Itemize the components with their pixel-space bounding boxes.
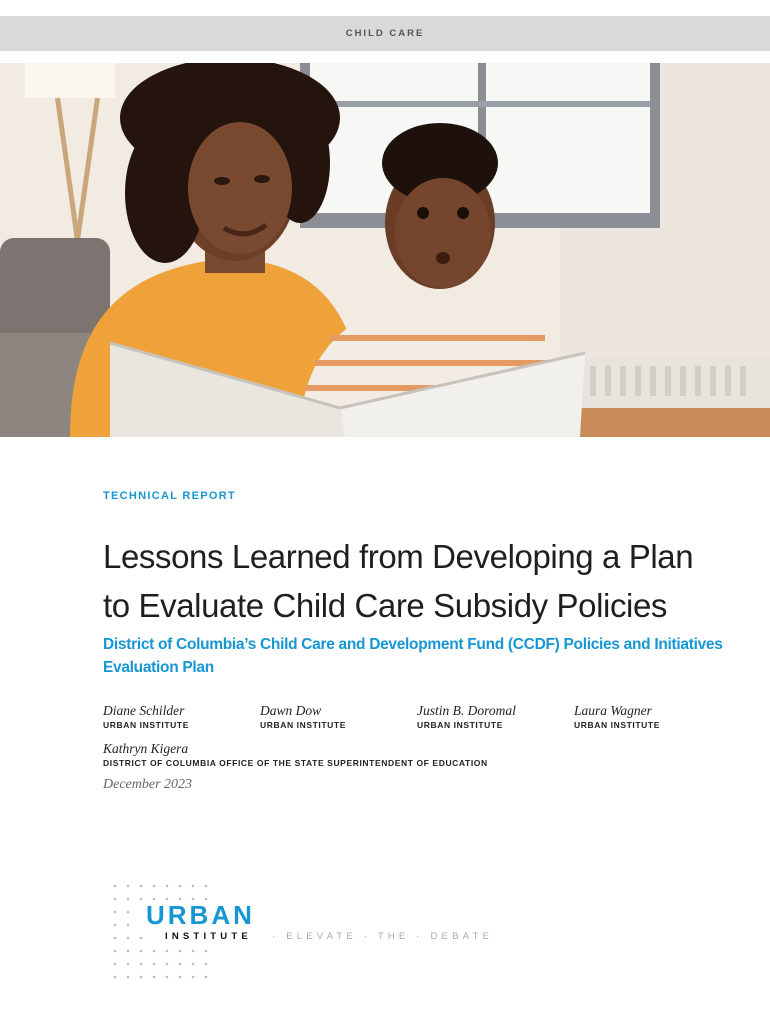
reading-photo-illustration — [0, 63, 770, 437]
urban-institute-logo — [110, 880, 530, 985]
author-affiliation: URBAN INSTITUTE — [103, 720, 189, 730]
logo-institute: INSTITUTE — [165, 931, 252, 942]
author-name: Diane Schilder — [103, 703, 185, 718]
author-name: Kathryn Kigera — [103, 741, 189, 756]
category-label: CHILD CARE — [345, 28, 425, 39]
logo-wordmark: URBAN — [146, 900, 255, 930]
author-list — [103, 703, 743, 769]
author-entry — [103, 703, 260, 731]
author-name: Dawn Dow — [260, 703, 322, 718]
report-subtitle: District of Columbia’s Child Care and Development Fund (CCDF) Policies and Initiatives Evaluation Plan — [103, 636, 723, 676]
author-entry — [574, 703, 731, 731]
category-bar — [0, 16, 770, 51]
hero-photo — [0, 63, 770, 437]
report-type-label: TECHNICAL REPORT — [103, 490, 237, 502]
author-entry — [103, 741, 731, 769]
publication-date: December 2023 — [103, 777, 193, 792]
report-title — [103, 532, 743, 630]
author-name: Laura Wagner — [574, 703, 652, 718]
author-affiliation: URBAN INSTITUTE — [417, 720, 503, 730]
author-affiliation: URBAN INSTITUTE — [574, 720, 660, 730]
author-entry — [260, 703, 417, 731]
author-entry — [417, 703, 574, 731]
author-affiliation: DISTRICT OF COLUMBIA OFFICE OF THE STATE SUPERINTENDENT OF EDUCATION — [103, 758, 488, 768]
author-affiliation: URBAN INSTITUTE — [260, 720, 346, 730]
title-line-1: Lessons Learned from Developing a Plan — [103, 538, 694, 575]
logo-tagline: · ELEVATE · THE · DEBATE — [272, 931, 493, 942]
author-name: Justin B. Doromal — [417, 703, 516, 718]
title-line-2: to Evaluate Child Care Subsidy Policies — [103, 587, 668, 624]
